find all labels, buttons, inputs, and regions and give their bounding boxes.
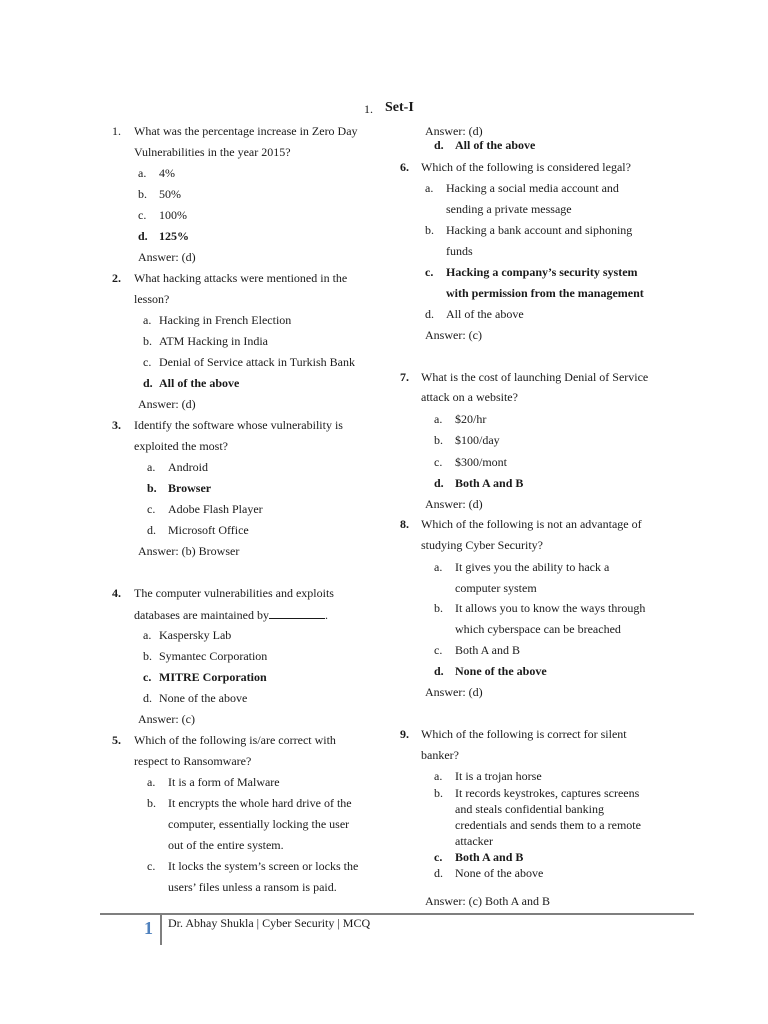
q2-option-b-letter: b. xyxy=(143,334,152,348)
q7-option-c: $300/mont xyxy=(455,455,508,469)
q8-option-b-line1: It allows you to know the ways through xyxy=(455,601,646,615)
q2-number: 2. xyxy=(112,271,121,285)
q3-option-b: Browser xyxy=(168,481,212,495)
q5-option-a: It is a form of Malware xyxy=(168,775,280,789)
q1-option-d-letter: d. xyxy=(138,229,148,243)
q6-option-c-line2: with permission from the management xyxy=(446,286,644,300)
q4-option-b: Symantec Corporation xyxy=(159,649,268,663)
q2-text-line2: lesson? xyxy=(134,292,170,306)
fill-in-blank xyxy=(269,607,325,619)
page-number: 1 xyxy=(144,918,153,938)
q7-option-c-letter: c. xyxy=(434,455,443,469)
q6-option-a-line2: sending a private message xyxy=(446,202,572,216)
q2-option-d-letter: d. xyxy=(143,376,153,390)
q3-option-c-letter: c. xyxy=(147,502,156,516)
q5-option-b-letter: b. xyxy=(147,796,156,810)
q2-option-a: Hacking in French Election xyxy=(159,313,292,327)
q5-text-line1: Which of the following is/are correct with xyxy=(134,733,336,747)
q8-text-line2: studying Cyber Security? xyxy=(421,538,543,552)
q8-option-c-letter: c. xyxy=(434,643,443,657)
q1-option-a-letter: a. xyxy=(138,166,147,180)
q7-option-b: $100/day xyxy=(455,433,500,447)
q4-text-line2 xyxy=(134,607,328,622)
q4-option-c-letter: c. xyxy=(143,670,152,684)
q4-option-d-letter: d. xyxy=(143,691,152,705)
q6-option-b-line1: Hacking a bank account and siphoning xyxy=(446,223,633,237)
q4-text-line2-main: databases are maintained by xyxy=(134,608,269,622)
q9-text-line2: banker? xyxy=(421,748,459,762)
q3-answer: Answer: (b) Browser xyxy=(138,544,240,558)
q5-answer: Answer: (d) xyxy=(425,124,483,138)
q6-option-c-letter: c. xyxy=(425,265,434,279)
q9-option-b-line1: It records keystrokes, captures screens xyxy=(455,786,640,800)
q1-option-d: 125% xyxy=(159,229,189,243)
q1-option-b: 50% xyxy=(159,187,181,201)
q7-answer: Answer: (d) xyxy=(425,497,483,511)
q1-text-line2: Vulnerabilities in the year 2015? xyxy=(134,145,291,159)
q8-option-b-letter: b. xyxy=(434,601,443,615)
q9-option-b-line3: credentials and sends them to a remote xyxy=(455,818,641,832)
q2-text-line1: What hacking attacks were mentioned in the xyxy=(134,271,348,285)
q4-answer: Answer: (c) xyxy=(138,712,195,726)
q5-option-b-line3: out of the entire system. xyxy=(168,838,284,852)
q9-option-a: It is a trojan horse xyxy=(455,769,542,783)
set-title: Set-I xyxy=(385,100,414,115)
q7-text-line2: attack on a website? xyxy=(421,390,518,404)
footer-divider xyxy=(100,913,694,915)
q9-option-b-line4: attacker xyxy=(455,834,493,848)
q6-option-a-letter: a. xyxy=(425,181,434,195)
q4-number: 4. xyxy=(112,586,121,600)
q9-option-a-letter: a. xyxy=(434,769,443,783)
q1-option-a: 4% xyxy=(159,166,175,180)
q9-option-b-line2: and steals confidential banking xyxy=(455,802,604,816)
q1-text-line1: What was the percentage increase in Zero Day xyxy=(134,124,358,138)
q3-option-a-letter: a. xyxy=(147,460,156,474)
q9-option-b-letter: b. xyxy=(434,786,443,800)
q8-text-line1: Which of the following is not an advantage of xyxy=(421,517,642,531)
q3-number: 3. xyxy=(112,418,121,432)
q6-option-d-letter: d. xyxy=(425,307,434,321)
q6-text-line1: Which of the following is considered legal? xyxy=(421,160,631,174)
q1-option-b-letter: b. xyxy=(138,187,147,201)
q5-option-a-letter: a. xyxy=(147,775,156,789)
q4-option-b-letter: b. xyxy=(143,649,152,663)
q8-option-a-line1: It gives you the ability to hack a xyxy=(455,560,610,574)
q3-option-d: Microsoft Office xyxy=(168,523,249,537)
q6-option-d: All of the above xyxy=(446,307,524,321)
q4-option-d: None of the above xyxy=(159,691,248,705)
q6-option-b-line2: funds xyxy=(446,244,473,258)
q1-answer: Answer: (d) xyxy=(138,250,196,264)
q8-answer: Answer: (d) xyxy=(425,685,483,699)
q4-text-line2-end: . xyxy=(324,608,328,622)
q8-option-c: Both A and B xyxy=(455,643,521,657)
q3-text-line2: exploited the most? xyxy=(134,439,228,453)
q3-option-a: Android xyxy=(168,460,208,474)
q7-option-d-letter: d. xyxy=(434,476,444,490)
q9-text-line1: Which of the following is correct for silent xyxy=(421,727,627,741)
q5-option-c-letter: c. xyxy=(147,859,156,873)
q8-option-a-line2: computer system xyxy=(455,581,537,595)
q7-number: 7. xyxy=(400,370,409,384)
q9-number: 9. xyxy=(400,727,409,741)
q6-option-c-line1: Hacking a company’s security system xyxy=(446,265,638,279)
q4-option-a: Kaspersky Lab xyxy=(159,628,232,642)
q8-option-b-line2: which cyberspace can be breached xyxy=(455,622,621,636)
q2-option-a-letter: a. xyxy=(143,313,152,327)
q3-option-b-letter: b. xyxy=(147,481,157,495)
q2-option-c: Denial of Service attack in Turkish Bank xyxy=(159,355,355,369)
q2-option-c-letter: c. xyxy=(143,355,152,369)
q9-option-c: Both A and B xyxy=(455,850,524,864)
q5-text-line2: respect to Ransomware? xyxy=(134,754,252,768)
q6-answer: Answer: (c) xyxy=(425,328,482,342)
q9-option-c-letter: c. xyxy=(434,850,443,864)
q4-text-line1: The computer vulnerabilities and exploits xyxy=(134,586,334,600)
q7-option-a-letter: a. xyxy=(434,412,443,426)
q8-option-d-letter: d. xyxy=(434,664,444,678)
q6-option-b-letter: b. xyxy=(425,223,434,237)
q9-answer: Answer: (c) Both A and B xyxy=(425,894,550,908)
q6-number: 6. xyxy=(400,160,409,174)
q1-number: 1. xyxy=(112,124,121,138)
q8-option-d: None of the above xyxy=(455,664,547,678)
q2-option-d: All of the above xyxy=(159,376,240,390)
q3-option-c: Adobe Flash Player xyxy=(168,502,263,516)
set-number: 1. xyxy=(364,102,373,116)
q7-option-d: Both A and B xyxy=(455,476,524,490)
q8-option-a-letter: a. xyxy=(434,560,443,574)
q6-option-a-line1: Hacking a social media account and xyxy=(446,181,619,195)
q5-option-d: All of the above xyxy=(455,138,536,152)
q7-text-line1: What is the cost of launching Denial of Service xyxy=(421,370,649,384)
q5-option-b-line2: computer, essentially locking the user xyxy=(168,817,350,831)
q5-number: 5. xyxy=(112,733,121,747)
q5-option-b-line1: It encrypts the whole hard drive of the xyxy=(168,796,352,810)
q2-answer: Answer: (d) xyxy=(138,397,196,411)
footer-text: Dr. Abhay Shukla | Cyber Security | MCQ xyxy=(168,916,371,930)
q3-option-d-letter: d. xyxy=(147,523,156,537)
q5-option-c-line1: It locks the system’s screen or locks the xyxy=(168,859,359,873)
q5-option-d-letter: d. xyxy=(434,138,444,152)
q1-option-c-letter: c. xyxy=(138,208,147,222)
q4-option-a-letter: a. xyxy=(143,628,152,642)
q1-option-c: 100% xyxy=(159,208,187,222)
q7-option-b-letter: b. xyxy=(434,433,443,447)
q8-number: 8. xyxy=(400,517,409,531)
q4-option-c: MITRE Corporation xyxy=(159,670,267,684)
q2-option-b: ATM Hacking in India xyxy=(159,334,268,348)
q9-option-d-letter: d. xyxy=(434,866,443,880)
q3-text-line1: Identify the software whose vulnerability is xyxy=(134,418,343,432)
q5-option-c-line2: users’ files unless a ransom is paid. xyxy=(168,880,337,894)
footer-vertical-divider xyxy=(160,913,162,945)
q9-option-d: None of the above xyxy=(455,866,544,880)
q7-option-a: $20/hr xyxy=(455,412,487,426)
